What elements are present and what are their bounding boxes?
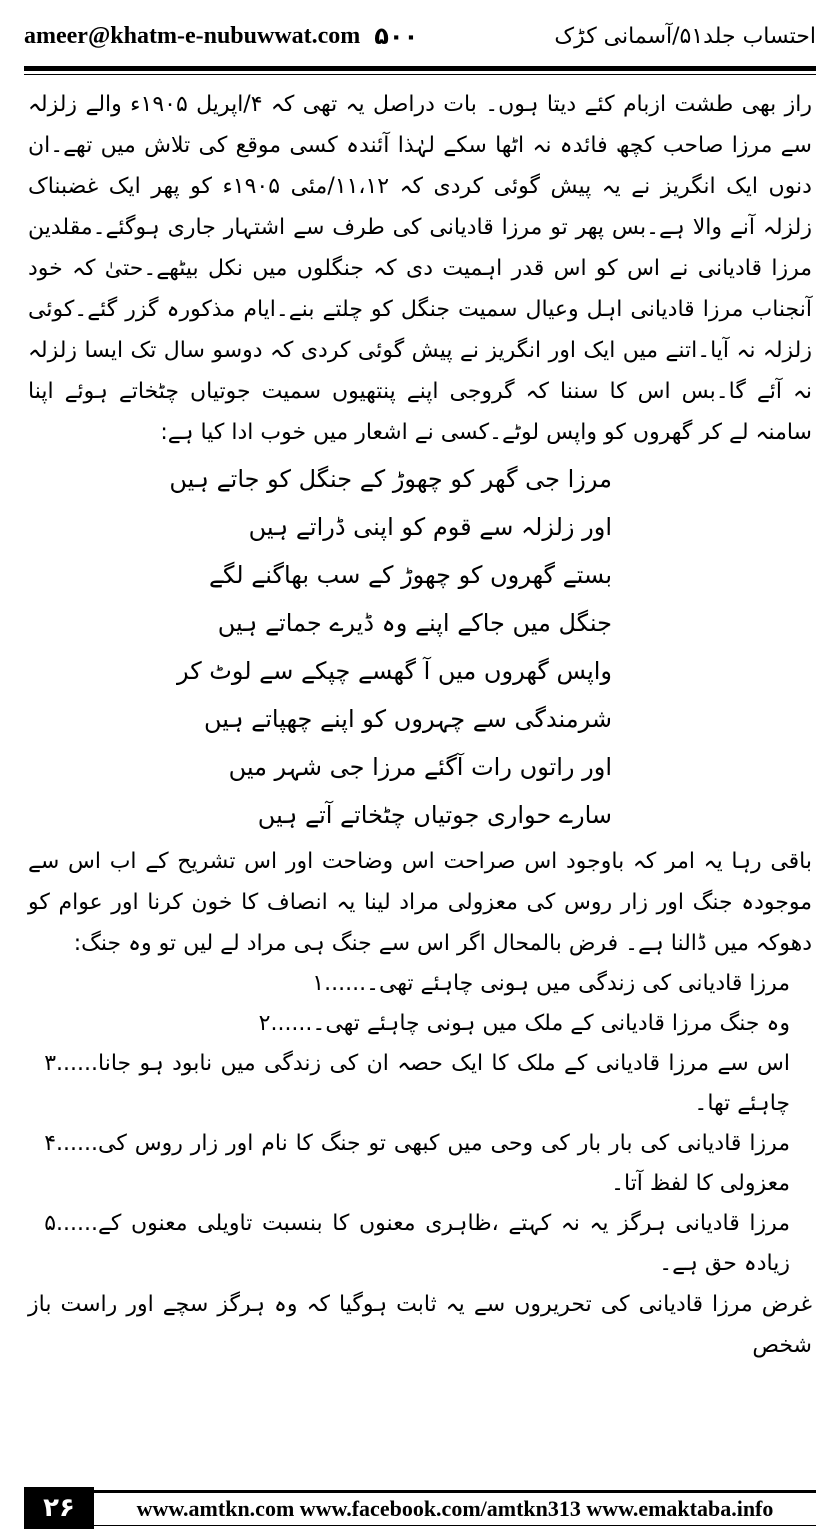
header-email: ameer@khatm-e-nubuwwat.com bbox=[24, 22, 361, 49]
list-item-text: مرزا قادیانی کی بار بار کی وحی میں کبھی تو جنگ کا نام اور زار روس کی معزولی کا لفظ آتا۔ bbox=[98, 1131, 790, 1196]
closing-paragraph: غرض مرزا قادیانی کی تحریروں سے یہ ثابت ہوگیا کہ وہ ہرگز سچے اور راست باز شخص bbox=[28, 1292, 812, 1358]
list-item-number: ۲...... bbox=[258, 1011, 313, 1036]
list-item-number: ۳...... bbox=[44, 1051, 98, 1076]
poem-line: جنگل میں جاکے اپنے وہ ڈیرے جماتے ہیں bbox=[217, 609, 612, 637]
list-item-number: ۴...... bbox=[44, 1131, 98, 1156]
list-item bbox=[28, 1204, 812, 1284]
numbered-list bbox=[28, 964, 812, 1284]
header-rule-thin bbox=[24, 74, 816, 75]
list-item-number: ۱...... bbox=[312, 971, 367, 996]
poem-line: واپس گھروں میں آ گھسے چپکے سے لوٹ کر bbox=[176, 657, 612, 685]
header-book-title: احتساب جلد۵۱/آسمانی کڑک bbox=[554, 23, 816, 49]
list-item bbox=[28, 1124, 812, 1204]
poem bbox=[28, 455, 812, 839]
poem-line: اور راتوں رات آگئے مرزا جی شہر میں bbox=[228, 753, 612, 781]
list-item bbox=[28, 1004, 812, 1044]
list-item bbox=[28, 1044, 812, 1124]
body-paragraph: راز بھی طشت ازبام کئے دیتا ہوں۔ بات دراصل یہ تھی کہ ۴/اپریل ۱۹۰۵ء والے زلزلہ سے مرزا صاحب کچھ فائدہ نہ اٹھا سکے لہٰذا آئندہ کسی موقع کی تلاش میں تھے۔ان دنوں ایک انگریز نے یہ پیش گوئی کردی کہ ۱۱،۱۲/مئی ۱۹۰۵ء کو پھر ایک غضبناک زلزلہ آنے والا ہے۔بس پھر تو مرزا قادیانی کی طرف سے اشتہار جاری ہوگئے۔مقلدین مرزا قادیانی نے اس کو اس قدر اہمیت دی کہ جنگلوں میں نکل بیٹھے۔حتیٰ کہ خود آنجناب مرزا قادیانی اہل وعیال سمیت جنگل کو چلتے بنے۔ایام مذکورہ گزر گئے۔کوئی زلزلہ نہ آیا۔اتنے میں ایک اور انگریز نے پیش گوئی کردی کہ دوسو سال تک ایسا زلزلہ نہ آئے گا۔بس اس کا سننا کہ گروجی اپنے پنتھیوں سمیت جوتیاں چٹخاتے ہوئے اپنا سامنہ لے کر گھروں کو واپس لوٹے۔کسی نے اشعار میں خوب ادا کیا ہے: bbox=[28, 92, 812, 445]
header-rule-thick bbox=[24, 66, 816, 71]
header-page-number: ۵۰۰ bbox=[374, 22, 419, 50]
list-item-text: اس سے مرزا قادیانی کے ملک کا ایک حصہ ان کی زندگی میں نابود ہو جانا چاہئے تھا۔ bbox=[98, 1051, 790, 1116]
page-footer bbox=[24, 1487, 816, 1529]
poem-line: سارے حواری جوتیاں چٹخاتے آتے ہیں bbox=[257, 801, 612, 829]
header-left bbox=[24, 22, 418, 50]
after-poem-paragraph: باقی رہا یہ امر کہ باوجود اس صراحت اس وضاحت اور اس تشریح کے اب اس سے موجودہ جنگ اور زار روس کی معزولی مراد لینا یہ انصاف کا خون کرنا اور عوام کو دھوکہ میں ڈالنا ہے۔ فرض بالمحال اگر اس سے جنگ ہی مراد لے لیں تو وہ جنگ: bbox=[28, 849, 812, 956]
list-item-number: ۵...... bbox=[44, 1211, 98, 1236]
list-item bbox=[28, 964, 812, 1004]
footer-page-number: ۲۶ bbox=[24, 1487, 94, 1529]
list-item-text: وہ جنگ مرزا قادیانی کے ملک میں ہونی چاہئے تھی۔ bbox=[312, 1011, 790, 1036]
list-item-text: مرزا قادیانی کی زندگی میں ہونی چاہئے تھی۔ bbox=[366, 971, 790, 996]
page-content bbox=[28, 84, 812, 1366]
footer-urls: www.amtkn.com www.facebook.com/amtkn313 www.emaktaba.info bbox=[94, 1490, 816, 1526]
poem-line: شرمندگی سے چہروں کو اپنے چھپاتے ہیں bbox=[203, 705, 612, 733]
page-header bbox=[24, 14, 816, 58]
poem-line: اور زلزلہ سے قوم کو اپنی ڈراتے ہیں bbox=[248, 513, 612, 541]
poem-line: بستے گھروں کو چھوڑ کے سب بھاگنے لگے bbox=[208, 561, 612, 589]
list-item-text: مرزا قادیانی ہرگز یہ نہ کہتے ،ظاہری معنوں کا بنسبت تاویلی معنوں کے زیادہ حق ہے۔ bbox=[98, 1211, 790, 1276]
poem-line: مرزا جی گھر کو چھوڑ کے جنگل کو جاتے ہیں bbox=[169, 465, 612, 493]
